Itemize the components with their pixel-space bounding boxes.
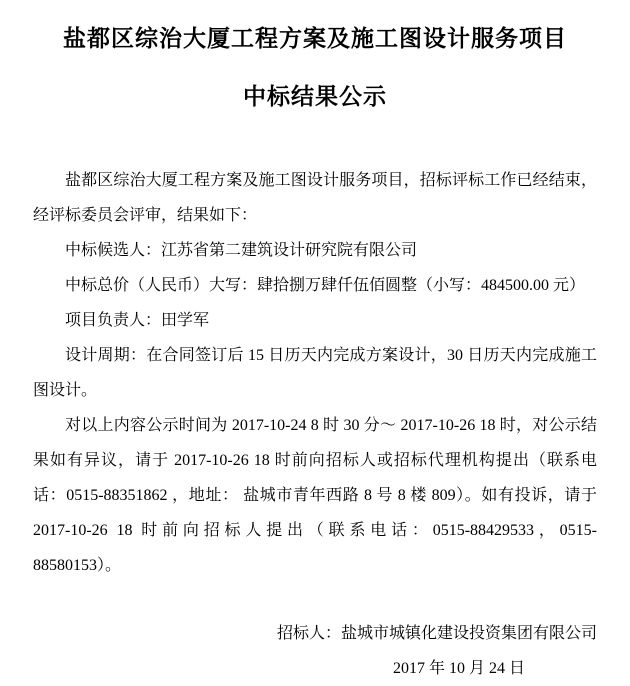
- paragraph-intro: 盐都区综治大厦工程方案及施工图设计服务项目，招标评标工作已经结束，经评标委员会评审，结果如下：: [33, 172, 597, 224]
- paragraph-design-period: 设计周期：在合同签订后 15 日历天内完成方案设计，30 日历天内完成施工图设计。: [33, 347, 597, 399]
- paragraph-project-manager: 项目负责人：田学军: [65, 312, 210, 329]
- paragraph-winning-candidate: 中标候选人：江苏省第二建筑设计研究院有限公司: [65, 242, 418, 259]
- paragraph-bid-price: 中标总价（人民币）大写：肆拾捌万肆仟伍佰圆整（小写：484500.00 元）: [65, 277, 586, 294]
- document-subtitle: 中标结果公示: [243, 84, 387, 109]
- tenderer-signature: 招标人：盐城市城镇化建设投资集团有限公司: [276, 625, 597, 642]
- document-title: 盐都区综治大厦工程方案及施工图设计服务项目: [63, 26, 567, 51]
- document-body: [33, 163, 597, 583]
- title-block: [0, 10, 630, 126]
- document-page: [0, 10, 630, 677]
- document-date: 2017 年 10 月 24 日: [392, 660, 525, 677]
- paragraph-publicity-period: 对以上内容公示时间为 2017-10-24 8 时 30 分～ 2017-10-26 18 时，对公示结果如有异议，请于 2017-10-26 18 时前向招标人或招标代理机构提出（联系电话：0515-88351862 ，地址： 盐城市青年西路 8 号 8 楼 809）。如有投诉，请于 2017-10-26 18 时前向招标人提出（联系电话：0515-88429533，0515-88580153）。: [33, 417, 597, 574]
- document-footer: [33, 616, 597, 686]
